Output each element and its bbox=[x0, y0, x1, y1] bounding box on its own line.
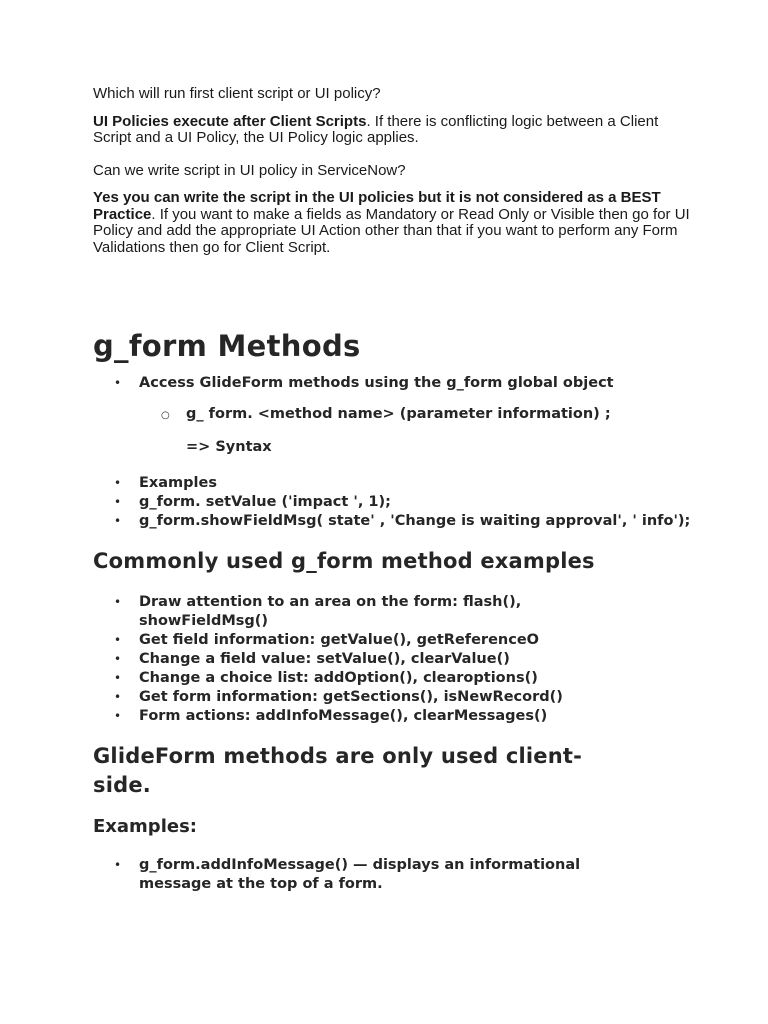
list-item-setvalue-example: • g_form. setValue ('impact ', 1); bbox=[93, 493, 693, 512]
list-item-get-form-info: • Get form information: getSections(), isNewRecord() bbox=[93, 688, 693, 707]
list-item-addinfomessage: • g_form.addInfoMessage() — displays an informational message at the top of a form. bbox=[93, 856, 693, 894]
list-item-examples: • Examples bbox=[93, 474, 693, 493]
document-body bbox=[93, 86, 693, 894]
question-script-in-ui-policy: Can we write script in UI policy in ServiceNow? bbox=[93, 161, 406, 179]
list-item-form-actions: • Form actions: addInfoMessage(), clearMessages() bbox=[93, 707, 693, 726]
answer-ui-policy-order bbox=[93, 114, 693, 147]
list-item-draw-attention: • Draw attention to an area on the form: flash(), showFieldMsg() bbox=[93, 593, 693, 631]
list-item-get-field-info: • Get field information: getValue(), getReferenceO bbox=[93, 631, 693, 650]
access-list bbox=[93, 374, 693, 393]
heading-common-methods: Commonly used g_form method examples bbox=[93, 549, 595, 573]
syntax-label: => Syntax bbox=[186, 439, 272, 455]
answer-script-in-ui-policy bbox=[93, 190, 693, 256]
client-side-examples-list bbox=[93, 856, 693, 894]
examples-list bbox=[93, 474, 693, 531]
list-item-method-syntax: ○ g_ form. <method name> (parameter information) ; bbox=[93, 405, 693, 424]
answer-script-in-ui-policy-bold: Yes you can write the script in the UI policies but it is not considered as a BEST Practice bbox=[93, 189, 661, 223]
list-item-change-choice-list: • Change a choice list: addOption(), clearoptions() bbox=[93, 669, 693, 688]
answer-script-in-ui-policy-text: . If you want to make a fields as Mandatory or Read Only or Visible then go for UI Policy and add the appropriate UI Action other than that if you want to perform any Form Validations then go for Client Script. bbox=[93, 205, 690, 256]
heading-client-side: GlideForm methods are only used client-side. bbox=[93, 744, 583, 797]
list-item-change-field-value: • Change a field value: setValue(), clearValue() bbox=[93, 650, 693, 669]
list-item-access: • Access GlideForm methods using the g_form global object bbox=[93, 374, 693, 393]
heading-examples: Examples: bbox=[93, 816, 197, 837]
common-methods-list bbox=[93, 593, 693, 726]
answer-ui-policy-order-text: . If there is conflicting logic between a Client Script and a UI Policy, the UI Policy logic applies. bbox=[93, 112, 659, 146]
answer-ui-policy-order-bold: UI Policies execute after Client Scripts bbox=[93, 112, 367, 130]
list-item-showfieldmsg-example: • g_form.showFieldMsg( state' , 'Change is waiting approval', ' info'); bbox=[93, 512, 693, 531]
method-syntax-list bbox=[93, 405, 693, 424]
question-ui-policy-order: Which will run first client script or UI policy? bbox=[93, 85, 381, 102]
heading-g-form-methods: g_form Methods bbox=[93, 329, 361, 363]
